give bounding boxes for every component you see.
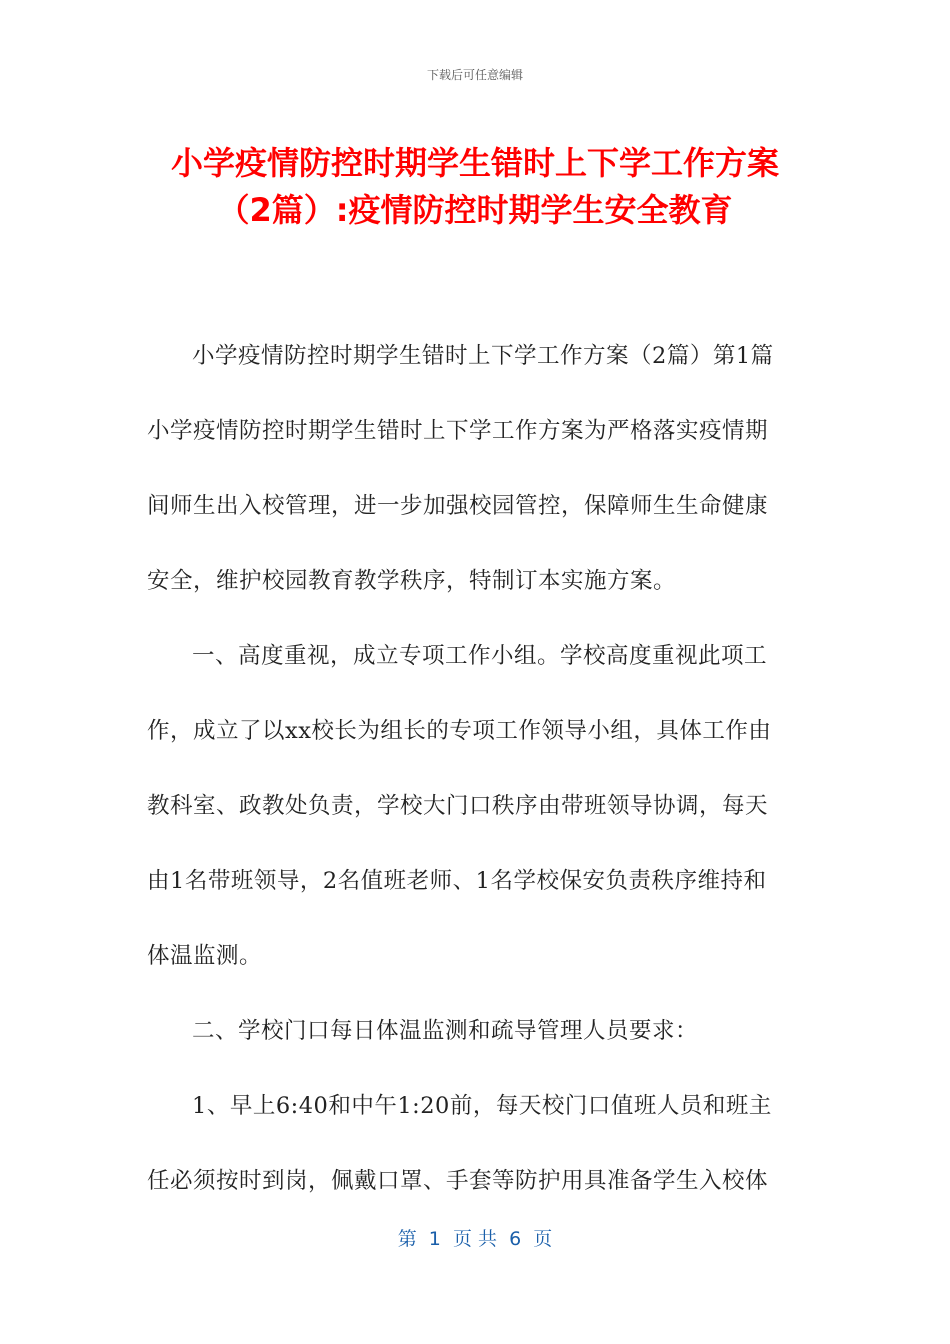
body-line: 小学疫情防控时期学生错时上下学工作方案为严格落实疫情期 [147,418,769,444]
document-title-line-1: 小学疫情防控时期学生错时上下学工作方案 [170,144,779,182]
body-line: 体温监测。 [147,943,263,969]
body-line: 教科室、政教处负责，学校大门口秩序由带班领导协调，每天 [147,793,769,819]
body-line: 一、高度重视，成立专项工作小组。学校高度重视此项工 [192,643,768,669]
body-line: 由1名带班领导，2名值班老师、1名学校保安负责秩序维持和 [147,868,767,894]
body-line: 二、学校门口每日体温监测和疏导管理人员要求： [192,1018,699,1044]
body-line: 1、早上6:40和中午1:20前，每天校门口值班人员和班主 [192,1093,772,1119]
body-line: 任必须按时到岗，佩戴口罩、手套等防护用具准备学生入校体 [147,1168,769,1194]
body-line: 间师生出入校管理，进一步加强校园管控，保障师生生命健康 [147,493,769,519]
body-line: 小学疫情防控时期学生错时上下学工作方案（2篇）第1篇 [192,343,774,369]
page-number-footer: 第 1 页 共 6 页 [397,1228,553,1250]
body-line: 作，成立了以xx校长为组长的专项工作领导小组，具体工作由 [147,718,772,744]
body-line: 安全，维护校园教育教学秩序，特制订本实施方案。 [147,568,677,594]
document-title [100,140,850,234]
document-title-line-2: （2篇）:疫情防控时期学生安全教育 [217,191,733,229]
document-body [147,319,805,1219]
page-header-note: 下载后可任意编辑 [426,68,523,82]
